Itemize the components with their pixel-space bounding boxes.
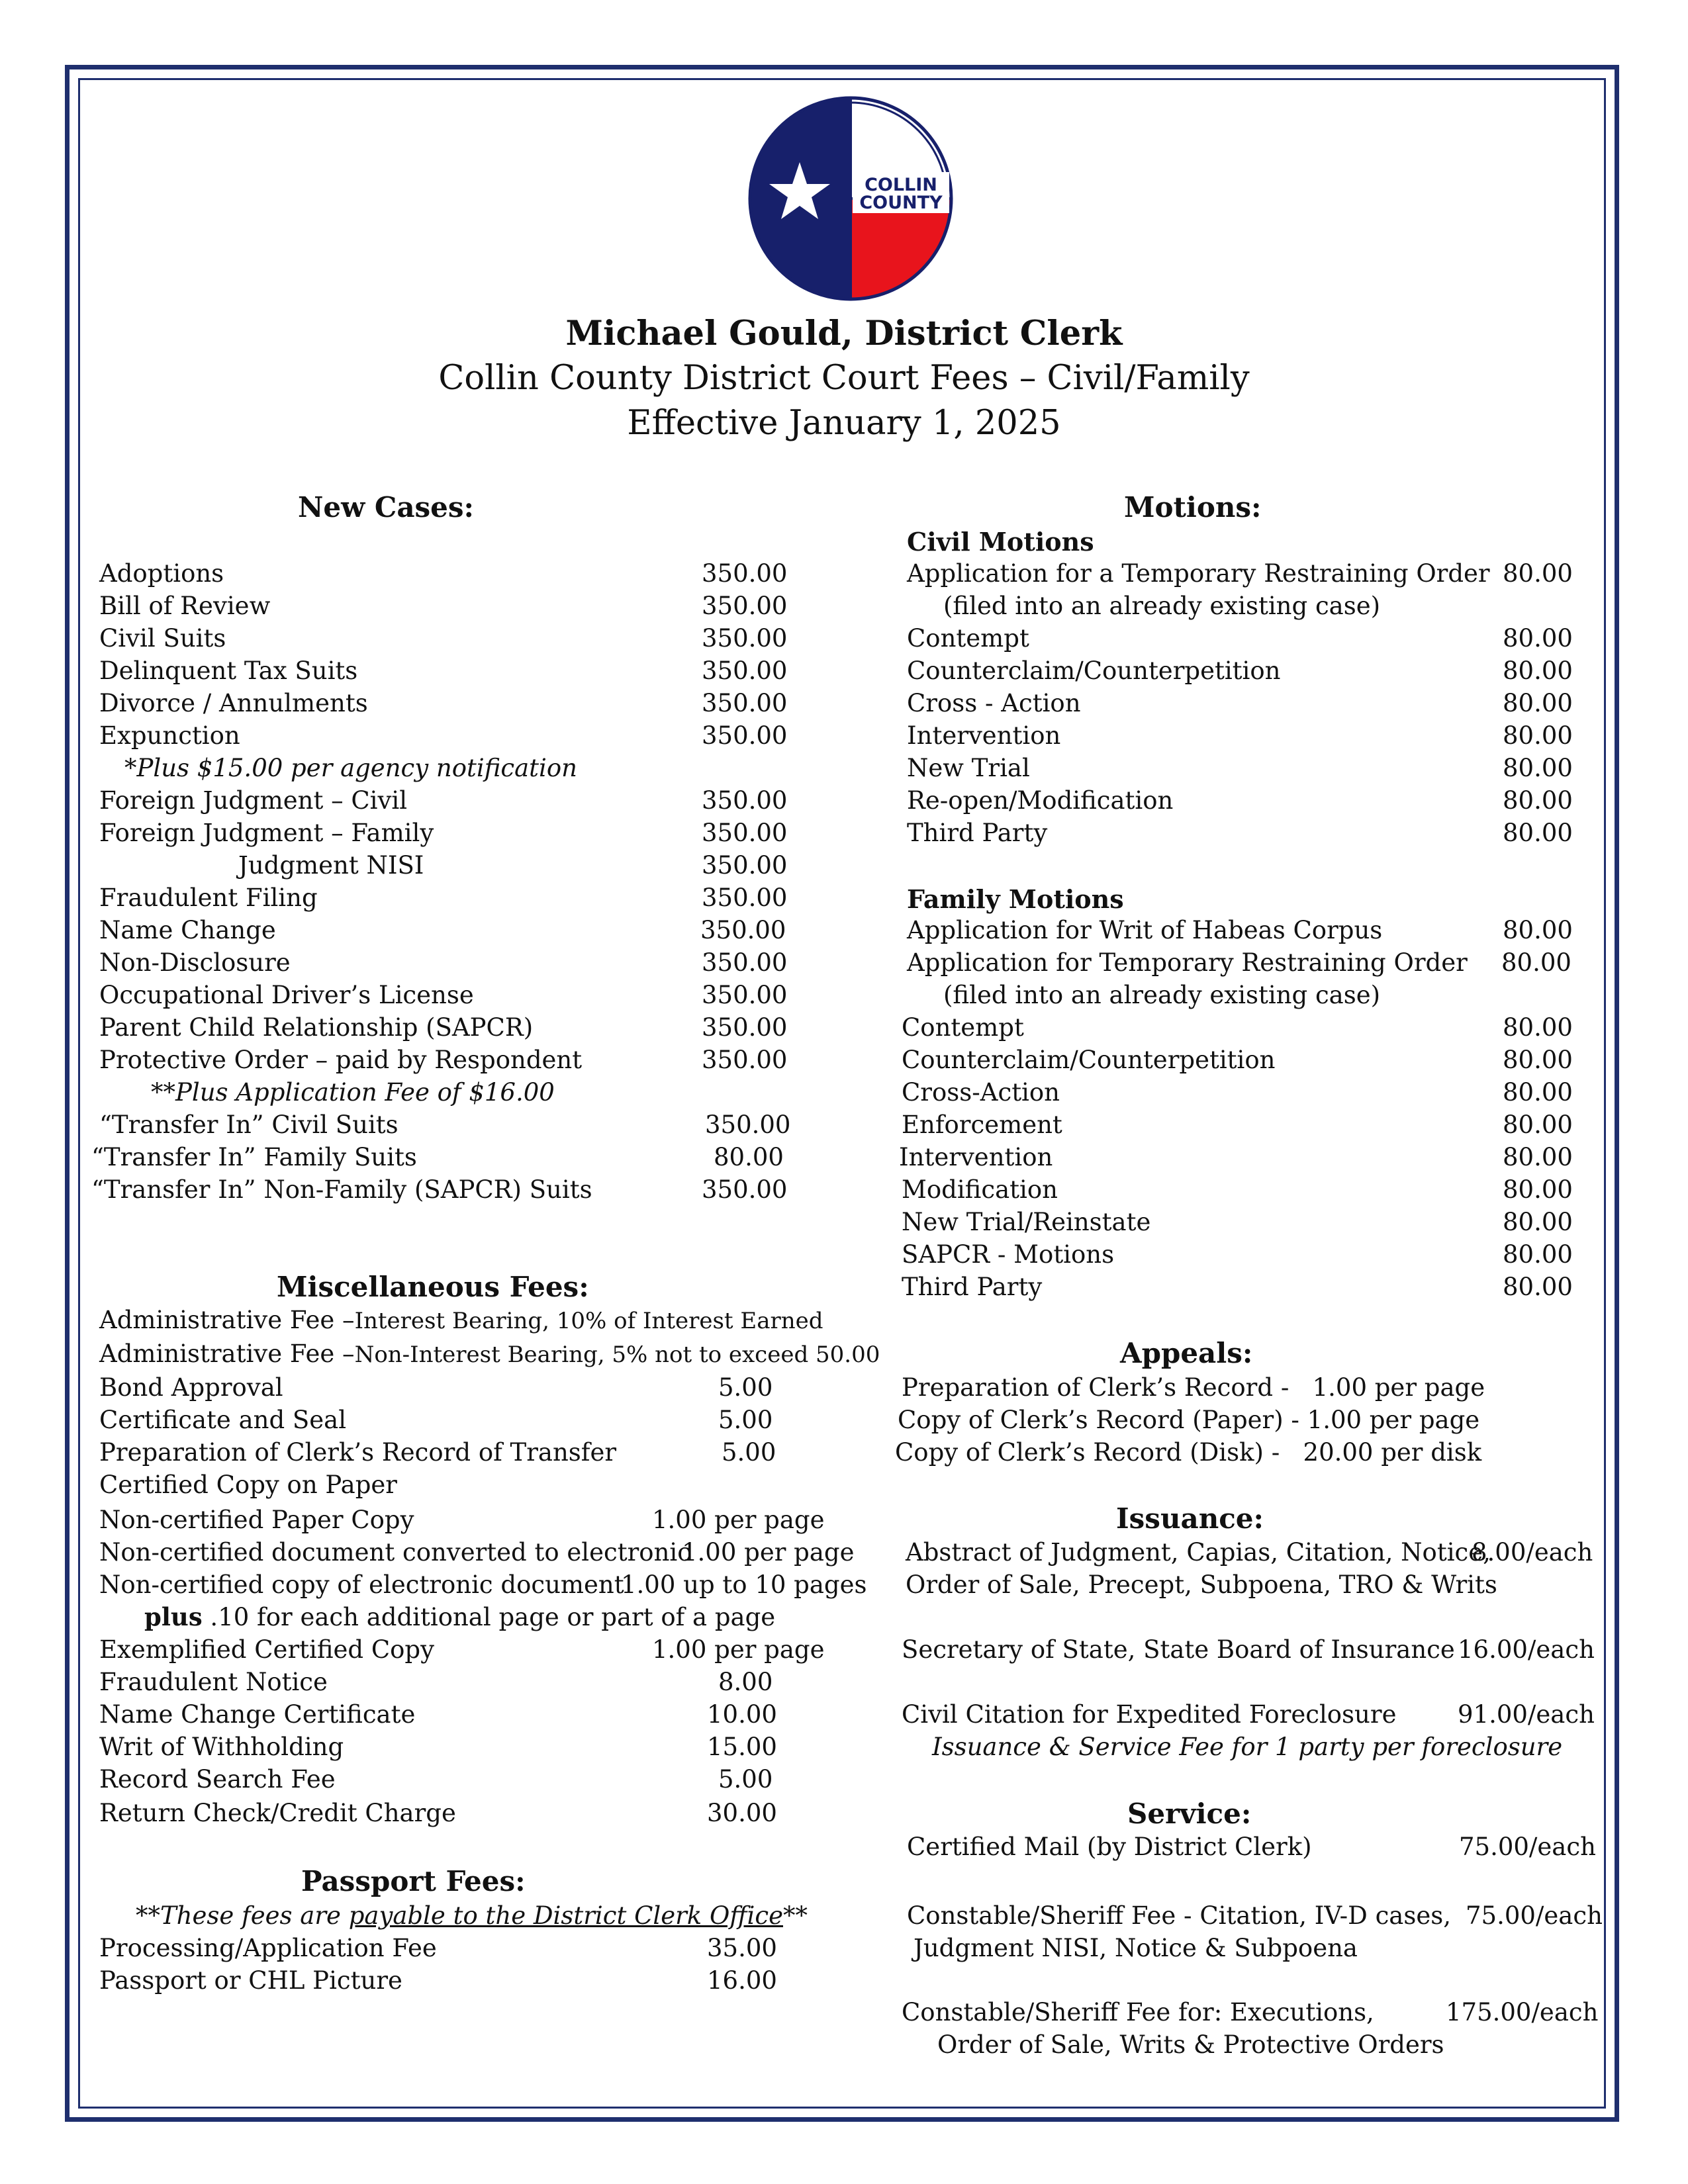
fee-value: 350.00 (702, 851, 788, 880)
fee-value: 1.00 up to 10 pages (621, 1570, 867, 1599)
fee-label: Name Change Certificate (99, 1700, 416, 1729)
fee-value: 80.00 (1503, 1175, 1573, 1204)
plus-bold: plus (144, 1602, 203, 1631)
fee-value: 10.00 (707, 1700, 777, 1729)
fee-value: 16.00 (707, 1966, 777, 1995)
fee-label: Counterclaim/Counterpetition (907, 657, 1281, 685)
fee-label: Modification (902, 1175, 1058, 1204)
collin-county-logo (748, 96, 953, 301)
fee-value: 80.00 (1503, 1143, 1573, 1171)
appeal-text: Copy of Clerk’s Record (Disk) - 20.00 per disk (895, 1438, 1482, 1467)
fee-label: Fraudulent Filing (99, 884, 318, 912)
fee-label: Contempt (907, 624, 1029, 653)
fee-label: Abstract of Judgment, Capias, Citation, Notice, (906, 1538, 1491, 1567)
fee-label: Foreign Judgment – Civil (99, 786, 408, 815)
fee-value: 350.00 (702, 689, 788, 717)
fee-value: 80.00 (1503, 754, 1573, 782)
fee-value: 80.00 (1503, 657, 1573, 685)
issuance-heading: Issuance: (1116, 1502, 1264, 1535)
fee-note-text: *Plus $15.00 per agency notification (124, 754, 577, 782)
fee-note-text: **Plus Application Fee of $16.00 (151, 1078, 555, 1107)
fee-label: Order of Sale, Writs & Protective Orders (937, 2030, 1444, 2059)
fee-label: Judgment NISI (238, 851, 424, 880)
fee-label: New Trial/Reinstate (902, 1208, 1151, 1236)
fee-value: 350.00 (702, 592, 788, 620)
fee-label: Intervention (907, 721, 1061, 750)
fee-value: 1.00 per page (682, 1538, 855, 1567)
fee-value: 75.00/each (1459, 1833, 1596, 1861)
fee-value: 350.00 (702, 721, 788, 750)
fee-label: Application for Writ of Habeas Corpus (907, 916, 1383, 944)
fee-value: 5.00 (718, 1373, 773, 1402)
fee-value: 350.00 (702, 559, 788, 588)
admin-fee-detail: Non-Interest Bearing, 5% not to exceed 50.00 (354, 1342, 880, 1368)
fee-label: Intervention (899, 1143, 1053, 1171)
fee-value: 5.00 (718, 1406, 773, 1434)
fee-value: 15.00 (707, 1733, 777, 1761)
fee-value: 80.00 (1503, 1078, 1573, 1107)
fee-note-text: (filed into an already existing case) (943, 981, 1381, 1009)
fee-label: Bill of Review (99, 592, 271, 620)
fee-label: Civil Citation for Expedited Foreclosure (902, 1700, 1397, 1729)
logo-text-county: COUNTY (859, 193, 943, 213)
fee-note-text: Issuance & Service Fee for 1 party per foreclosure (932, 1733, 1563, 1761)
fee-label: Judgment NISI, Notice & Subpoena (914, 1934, 1358, 1962)
fee-value: 350.00 (702, 1175, 788, 1204)
fee-label: Parent Child Relationship (SAPCR) (99, 1013, 534, 1042)
fee-label: Exemplified Certified Copy (99, 1635, 435, 1664)
fee-value: 350.00 (702, 1046, 788, 1074)
fee-value: 80.00 (714, 1143, 784, 1171)
fee-label: Foreign Judgment – Family (99, 819, 434, 847)
fee-label: Writ of Withholding (99, 1733, 344, 1761)
fee-value: 80.00 (1503, 1208, 1573, 1236)
fee-label: Application for a Temporary Restraining Order (907, 559, 1490, 588)
fee-value: 80.00 (1503, 1111, 1573, 1139)
fee-note-text: (filed into an already existing case) (943, 592, 1381, 620)
fee-label: Constable/Sheriff Fee for: Executions, (902, 1998, 1374, 2026)
fee-value: 350.00 (702, 786, 788, 815)
passport-note-underlined: payable to the District Clerk Office (348, 1901, 783, 1930)
fee-value: 350.00 (705, 1111, 791, 1139)
fee-value: 80.00 (1503, 624, 1573, 653)
fee-label: SAPCR - Motions (902, 1240, 1115, 1269)
fee-value: 8.00 (718, 1668, 773, 1696)
fee-label: Occupational Driver’s License (99, 981, 474, 1009)
fee-value: 80.00 (1503, 1046, 1573, 1074)
fee-label: Certified Mail (by District Clerk) (907, 1833, 1312, 1861)
fee-value: 80.00 (1503, 1013, 1573, 1042)
misc-fees-heading: Miscellaneous Fees: (277, 1271, 589, 1303)
fee-label: Counterclaim/Counterpetition (902, 1046, 1276, 1074)
fee-label: Fraudulent Notice (99, 1668, 328, 1696)
admin-fee-label: Administrative Fee – (99, 1340, 355, 1368)
fee-label: Preparation of Clerk’s Record of Transfer (99, 1438, 617, 1467)
fee-label: Order of Sale, Precept, Subpoena, TRO & Writs (906, 1570, 1497, 1599)
new-cases-heading: New Cases: (298, 491, 475, 523)
fee-value: 80.00 (1503, 721, 1573, 750)
fee-label: Civil Suits (99, 624, 226, 653)
fee-value: 350.00 (702, 948, 788, 977)
fee-value: 350.00 (702, 981, 788, 1009)
admin-fee-interest (99, 1308, 823, 1332)
fee-label: Non-Disclosure (99, 948, 291, 977)
fee-label: Contempt (902, 1013, 1024, 1042)
plus-note (144, 1602, 776, 1631)
fee-value: 8.00/each (1472, 1538, 1593, 1567)
fee-label: Non-certified Paper Copy (99, 1506, 414, 1534)
fee-label: Secretary of State, State Board of Insurance (902, 1635, 1455, 1664)
fee-value: 5.00 (722, 1438, 776, 1467)
motions-heading: Motions: (1124, 491, 1262, 523)
fee-label: Bond Approval (99, 1373, 283, 1402)
fee-label: Cross - Action (907, 689, 1081, 717)
effective-date: Effective January 1, 2025 (627, 404, 1061, 443)
admin-fee-detail: Interest Bearing, 10% of Interest Earned (354, 1308, 823, 1334)
passport-fees-heading: Passport Fees: (301, 1865, 526, 1897)
fee-value: 35.00 (707, 1934, 777, 1962)
fee-label: Record Search Fee (99, 1765, 336, 1794)
fee-value: 1.00 per page (652, 1506, 825, 1534)
fee-value: 80.00 (1503, 1273, 1573, 1301)
plus-rest: .10 for each additional page or part of a page (202, 1603, 776, 1631)
fee-value: 350.00 (702, 884, 788, 912)
fee-value: 80.00 (1503, 786, 1573, 815)
fee-value: 16.00/each (1458, 1635, 1595, 1664)
passport-note-pre: **These fees are (136, 1901, 349, 1930)
fee-label: Application for Temporary Restraining Order (907, 948, 1468, 977)
appeal-text: Preparation of Clerk’s Record - 1.00 per page (902, 1373, 1485, 1402)
page-title: Michael Gould, District Clerk (565, 314, 1123, 353)
appeals-heading: Appeals: (1120, 1337, 1253, 1369)
logo-text-collin: COLLIN (865, 175, 937, 195)
fee-value: 80.00 (1503, 689, 1573, 717)
fee-value: 175.00/each (1446, 1998, 1599, 2026)
fee-value: 350.00 (702, 819, 788, 847)
appeal-text: Copy of Clerk’s Record (Paper) - 1.00 per page (898, 1406, 1480, 1434)
fee-value: 350.00 (702, 1013, 788, 1042)
fee-value: 80.00 (1503, 819, 1573, 847)
fee-label: “Transfer In” Family Suits (91, 1143, 417, 1171)
fee-label: Name Change (99, 916, 276, 944)
fee-label: Re-open/Modification (907, 786, 1174, 815)
fee-label: Enforcement (902, 1111, 1062, 1139)
fee-label: Certificate and Seal (99, 1406, 347, 1434)
fee-label: Expunction (99, 721, 240, 750)
admin-fee-noninterest (99, 1342, 880, 1366)
page-subtitle: Collin County District Court Fees – Civil/Family (438, 359, 1250, 398)
fee-value: 350.00 (700, 916, 786, 944)
fee-value: 5.00 (718, 1765, 773, 1794)
fee-value: 91.00/each (1458, 1700, 1595, 1729)
fee-label: Delinquent Tax Suits (99, 657, 358, 685)
family-motions-heading: Family Motions (907, 884, 1124, 914)
fee-value: 350.00 (702, 657, 788, 685)
fee-label: Cross-Action (902, 1078, 1060, 1107)
fee-label: Passport or CHL Picture (99, 1966, 402, 1995)
fee-label: Non-certified document converted to electronic (99, 1538, 691, 1567)
fee-label: Divorce / Annulments (99, 689, 368, 717)
fee-label: New Trial (907, 754, 1030, 782)
fee-label: Third Party (907, 819, 1048, 847)
fee-label: Protective Order – paid by Respondent (99, 1046, 583, 1074)
fee-label: Adoptions (99, 559, 224, 588)
fee-label: Constable/Sheriff Fee - Citation, IV-D cases, (907, 1901, 1452, 1930)
fee-value: 80.00 (1503, 559, 1573, 588)
civil-motions-heading: Civil Motions (907, 527, 1094, 557)
fee-value: 80.00 (1503, 1240, 1573, 1269)
admin-fee-label: Administrative Fee – (99, 1306, 355, 1334)
service-heading: Service: (1127, 1797, 1252, 1830)
fee-label: “Transfer In” Civil Suits (99, 1111, 399, 1139)
passport-note (136, 1903, 808, 1928)
fee-value: 80.00 (1501, 948, 1571, 977)
fee-value: 75.00/each (1466, 1901, 1603, 1930)
fee-label: Certified Copy on Paper (99, 1471, 397, 1499)
passport-note-post: ** (782, 1901, 808, 1930)
fee-value: 30.00 (707, 1799, 777, 1827)
fee-label: Return Check/Credit Charge (99, 1799, 456, 1827)
fee-label: Processing/Application Fee (99, 1934, 437, 1962)
fee-value: 350.00 (702, 624, 788, 653)
fee-label: Non-certified copy of electronic document (99, 1570, 624, 1599)
fee-value: 1.00 per page (652, 1635, 825, 1664)
fee-value: 80.00 (1503, 916, 1573, 944)
fee-label: Third Party (902, 1273, 1043, 1301)
fee-label: “Transfer In” Non-Family (SAPCR) Suits (91, 1175, 592, 1204)
